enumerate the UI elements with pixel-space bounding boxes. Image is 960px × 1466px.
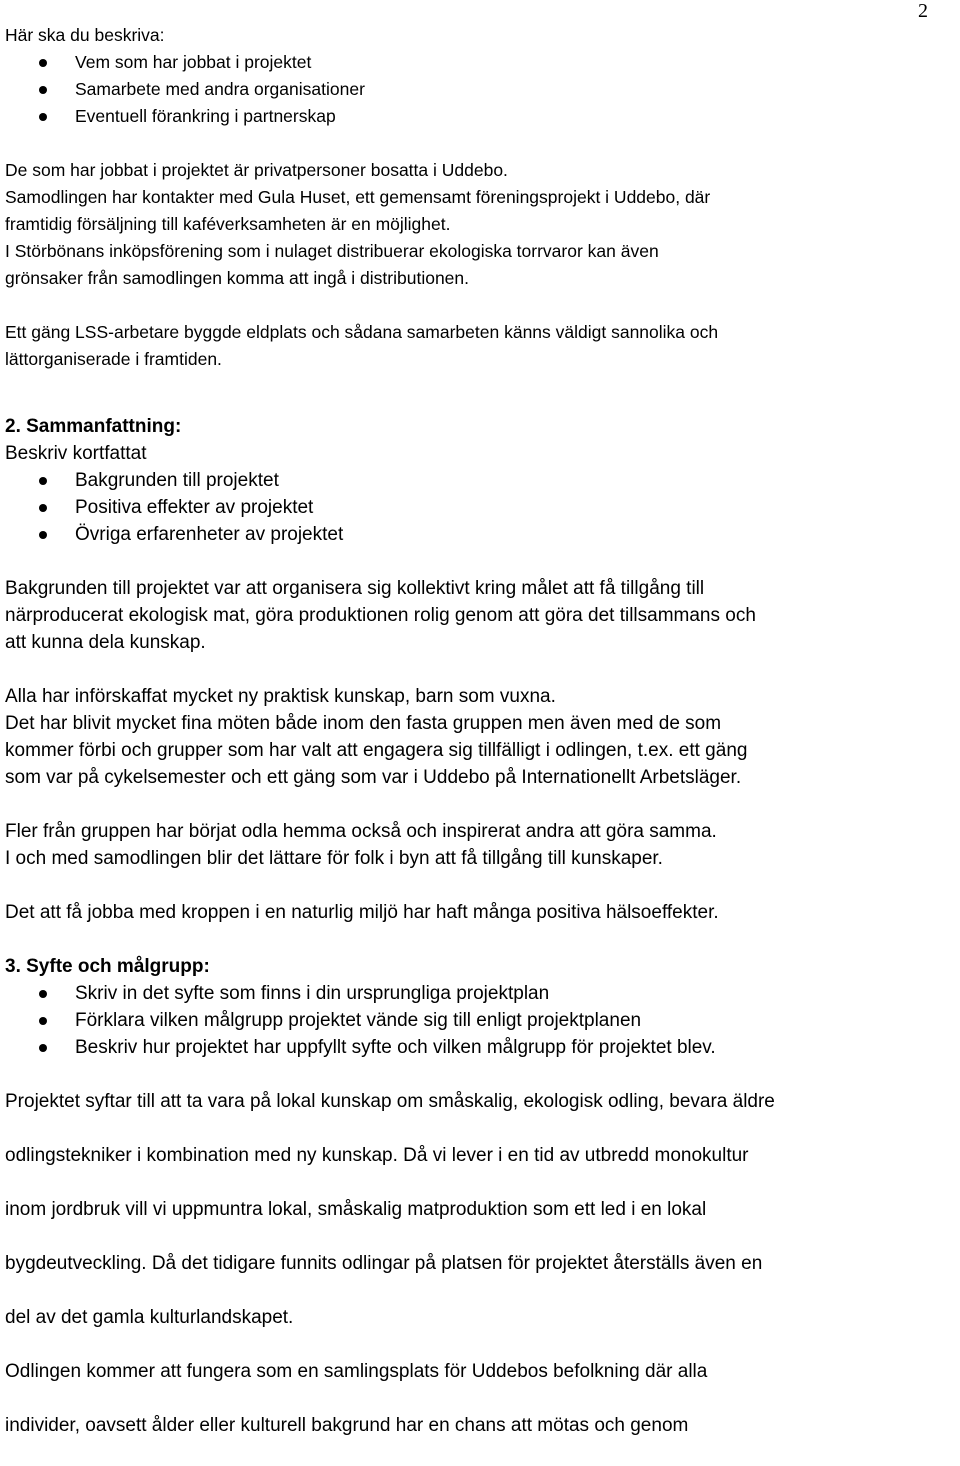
- section-summary: [5, 413, 960, 926]
- text-line: som var på cykelsemester och ett gäng som var i Uddebo på Internationellt Arbetsläger.: [5, 767, 742, 788]
- paragraph: [5, 818, 960, 872]
- text-line: Bakgrunden till projektet var att organisera sig kollektivt kring målet att få tillgång till: [5, 578, 705, 599]
- section-heading: 3. Syfte och målgrupp:: [5, 956, 210, 977]
- paragraph: [5, 575, 960, 656]
- list-item: Bakgrunden till projektet: [5, 467, 960, 494]
- text-line: framtidig försäljning till kaféverksamheten är en möjlighet.: [5, 214, 451, 234]
- bullet-list: [5, 49, 960, 130]
- text-line: lättorganiserade i framtiden.: [5, 349, 222, 369]
- text-line: del av det gamla kulturlandskapet.: [5, 1307, 294, 1328]
- text-line: Alla har införskaffat mycket ny praktisk kunskap, barn som vuxna.: [5, 686, 556, 707]
- list-item: Beskriv hur projektet har uppfyllt syfte och vilken målgrupp för projektet blev.: [5, 1034, 960, 1061]
- bullet-list: [5, 467, 960, 548]
- text-line: närproducerat ekologisk mat, göra produktionen rolig genom att göra det tillsammans och: [5, 605, 756, 626]
- list-item: Skriv in det syfte som finns i din ursprungliga projektplan: [5, 980, 960, 1007]
- list-item: Förklara vilken målgrupp projektet vände sig till enligt projektplanen: [5, 1007, 960, 1034]
- text-line: Det har blivit mycket fina möten både inom den fasta gruppen men även med de som: [5, 713, 722, 734]
- text-line: Ett gäng LSS-arbetare byggde eldplats och sådana samarbeten känns väldigt sannolika och: [5, 322, 719, 342]
- list-item: Samarbete med andra organisationer: [5, 76, 960, 103]
- text-line: I och med samodlingen blir det lättare för folk i byn att få tillgång till kunskaper.: [5, 848, 663, 869]
- list-item: Vem som har jobbat i projektet: [5, 49, 960, 76]
- text-line: Projektet syftar till att ta vara på lokal kunskap om småskalig, ekologisk odling, bevara äldre: [5, 1091, 775, 1112]
- text-line: Samodlingen har kontakter med Gula Huset, ett gemensamt föreningsprojekt i Uddebo, där: [5, 187, 711, 207]
- section-heading: 2. Sammanfattning:: [5, 416, 182, 437]
- text-line: Fler från gruppen har börjat odla hemma också och inspirerat andra att göra samma.: [5, 821, 717, 842]
- paragraph: [5, 899, 960, 926]
- paragraph: [5, 1075, 960, 1345]
- text-line: I Störbönans inköpsförening som i nulaget distribuerar ekologiska torrvaror kan även: [5, 241, 659, 261]
- list-item: Eventuell förankring i partnerskap: [5, 103, 960, 130]
- document-page: [5, 22, 960, 1453]
- page-number: 2: [918, 0, 928, 22]
- paragraph: [5, 683, 960, 791]
- text-line: inom jordbruk vill vi uppmuntra lokal, småskalig matproduktion som ett led i en lokal: [5, 1199, 707, 1220]
- paragraph: [5, 157, 960, 292]
- text-line: grönsaker från samodlingen komma att ingå i distributionen.: [5, 268, 469, 288]
- section-prompt: Här ska du beskriva:: [5, 25, 165, 45]
- text-line: odlingstekniker i kombination med ny kunskap. Då vi lever i en tid av utbredd monokultur: [5, 1145, 749, 1166]
- paragraph: [5, 1345, 960, 1453]
- list-item: Övriga erfarenheter av projektet: [5, 521, 960, 548]
- section-prompt: Beskriv kortfattat: [5, 443, 147, 464]
- section-partners: [5, 22, 960, 373]
- section-purpose: [5, 953, 960, 1453]
- text-line: De som har jobbat i projektet är privatpersoner bosatta i Uddebo.: [5, 160, 508, 180]
- text-line: Odlingen kommer att fungera som en samlingsplats för Uddebos befolkning där alla: [5, 1361, 708, 1382]
- list-item: Positiva effekter av projektet: [5, 494, 960, 521]
- paragraph: [5, 319, 960, 373]
- bullet-list: [5, 980, 960, 1061]
- text-line: kommer förbi och grupper som har valt att engagera sig tillfälligt i odlingen, t.ex. ett gäng: [5, 740, 748, 761]
- text-line: individer, oavsett ålder eller kulturell bakgrund har en chans att mötas och genom: [5, 1415, 689, 1436]
- text-line: Det att få jobba med kroppen i en naturlig miljö har haft många positiva hälsoeffekter.: [5, 902, 719, 923]
- text-line: bygdeutveckling. Då det tidigare funnits odlingar på platsen för projektet återställs även en: [5, 1253, 763, 1274]
- text-line: att kunna dela kunskap.: [5, 632, 206, 653]
